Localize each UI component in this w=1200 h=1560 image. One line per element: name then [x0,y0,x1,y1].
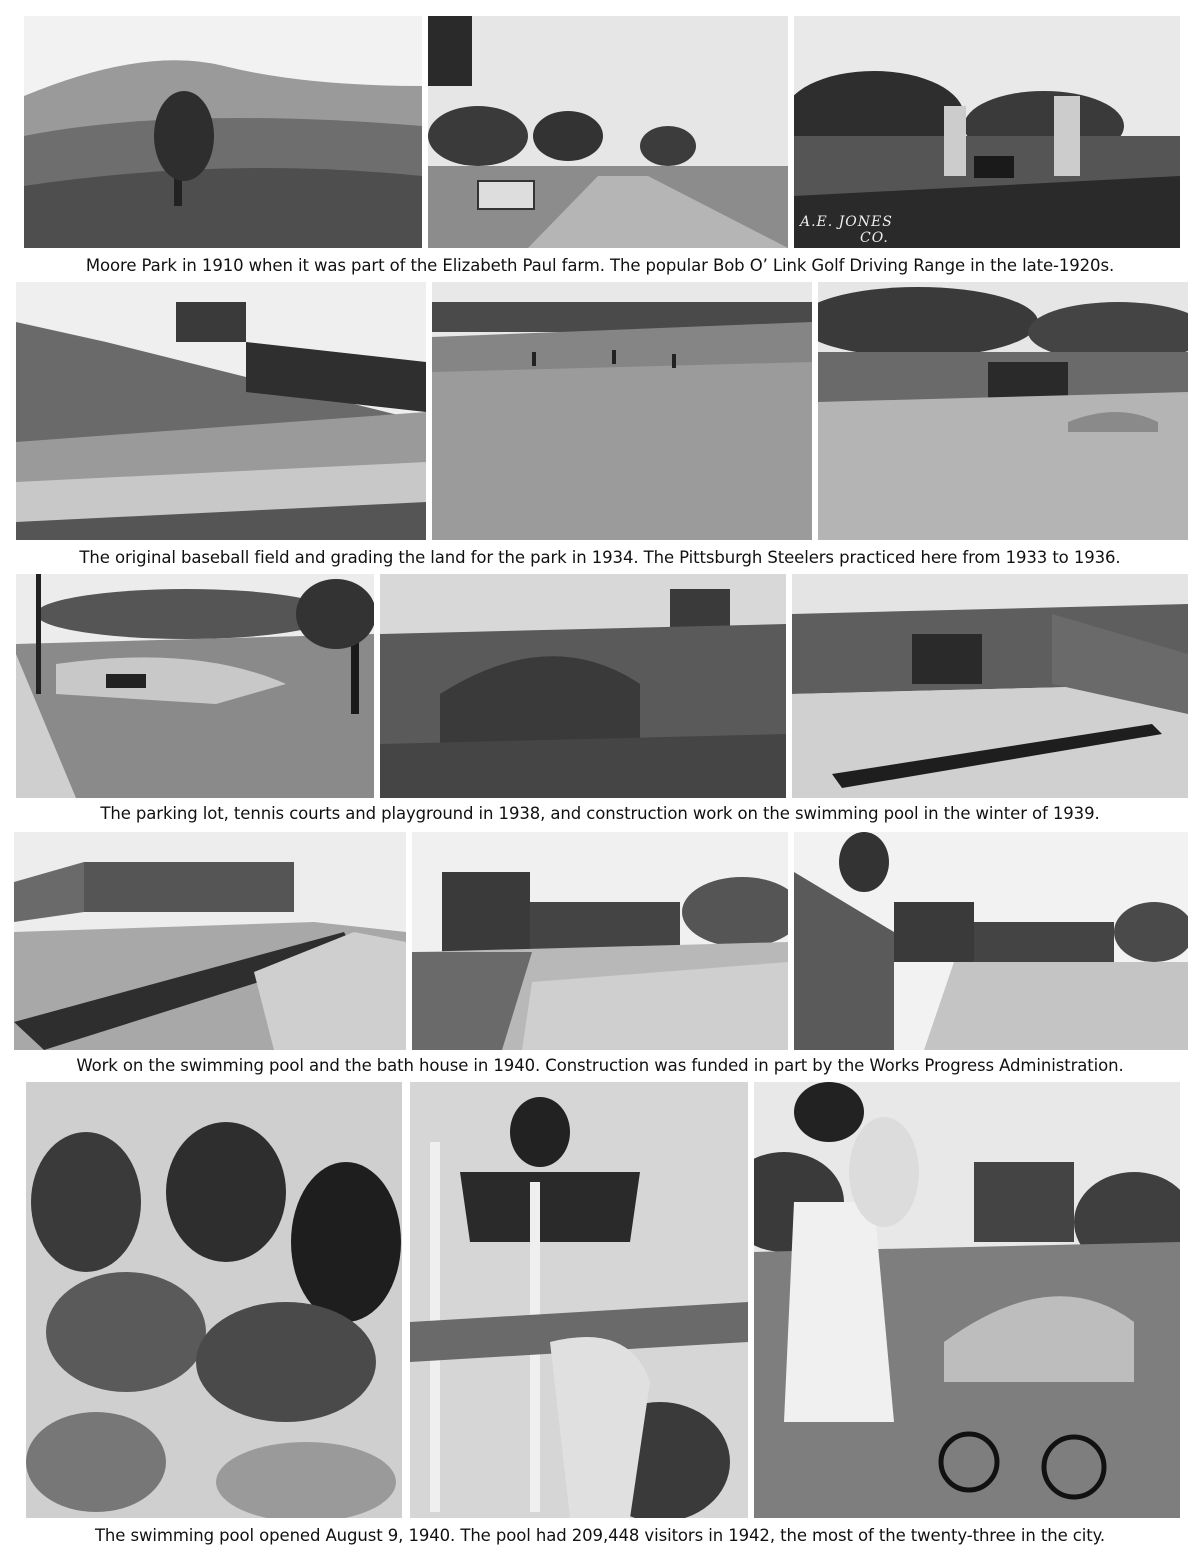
caption-row4: Work on the swimming pool and the bath house in 1940. Construction was funded in part by the Works Progress Administration. [76,1056,1124,1075]
photo-stamp-line2: CO. [860,230,889,246]
photo-bathhouse-fence-walk [794,832,1188,1050]
photo-lifeguard-stand [410,1082,748,1518]
caption-row2: The original baseball field and grading the land for the park in 1934. The Pittsburgh Steelers practiced here from 1933 to 1936. [79,548,1121,567]
photo-construction-debris [380,574,786,798]
caption-row1: Moore Park in 1910 when it was part of the Elizabeth Paul farm. The popular Bob O’ Link Golf Driving Range in the late-1920s. [85,256,1115,275]
caption-row5: The swimming pool opened August 9, 1940. The pool had 209,448 visitors in 1942, the most of the twenty-three in the city. [94,1526,1106,1545]
photo-swimmers-group [26,1082,402,1518]
photo-stamp-line1: A.E. JONES [800,214,893,230]
photo-pool-walls-bathhouse [14,832,406,1050]
photo-farm-hillside-1910 [24,16,422,248]
photo-steam-shovel-grading [818,282,1188,540]
photo-parking-lot-1938 [16,574,374,798]
photo-baseball-field-houses [16,282,426,540]
photo-driving-range-road [428,16,788,248]
photo-mother-baby-stroller [754,1082,1180,1518]
photo-stamp [800,214,893,246]
photo-bathhouse-building [412,832,788,1050]
caption-row3: The parking lot, tennis courts and playground in 1938, and construction work on the swimming pool in the winter of 1939. [100,804,1100,823]
photo-pool-excavation-winter [792,574,1188,798]
photo-field-grading [432,282,812,540]
